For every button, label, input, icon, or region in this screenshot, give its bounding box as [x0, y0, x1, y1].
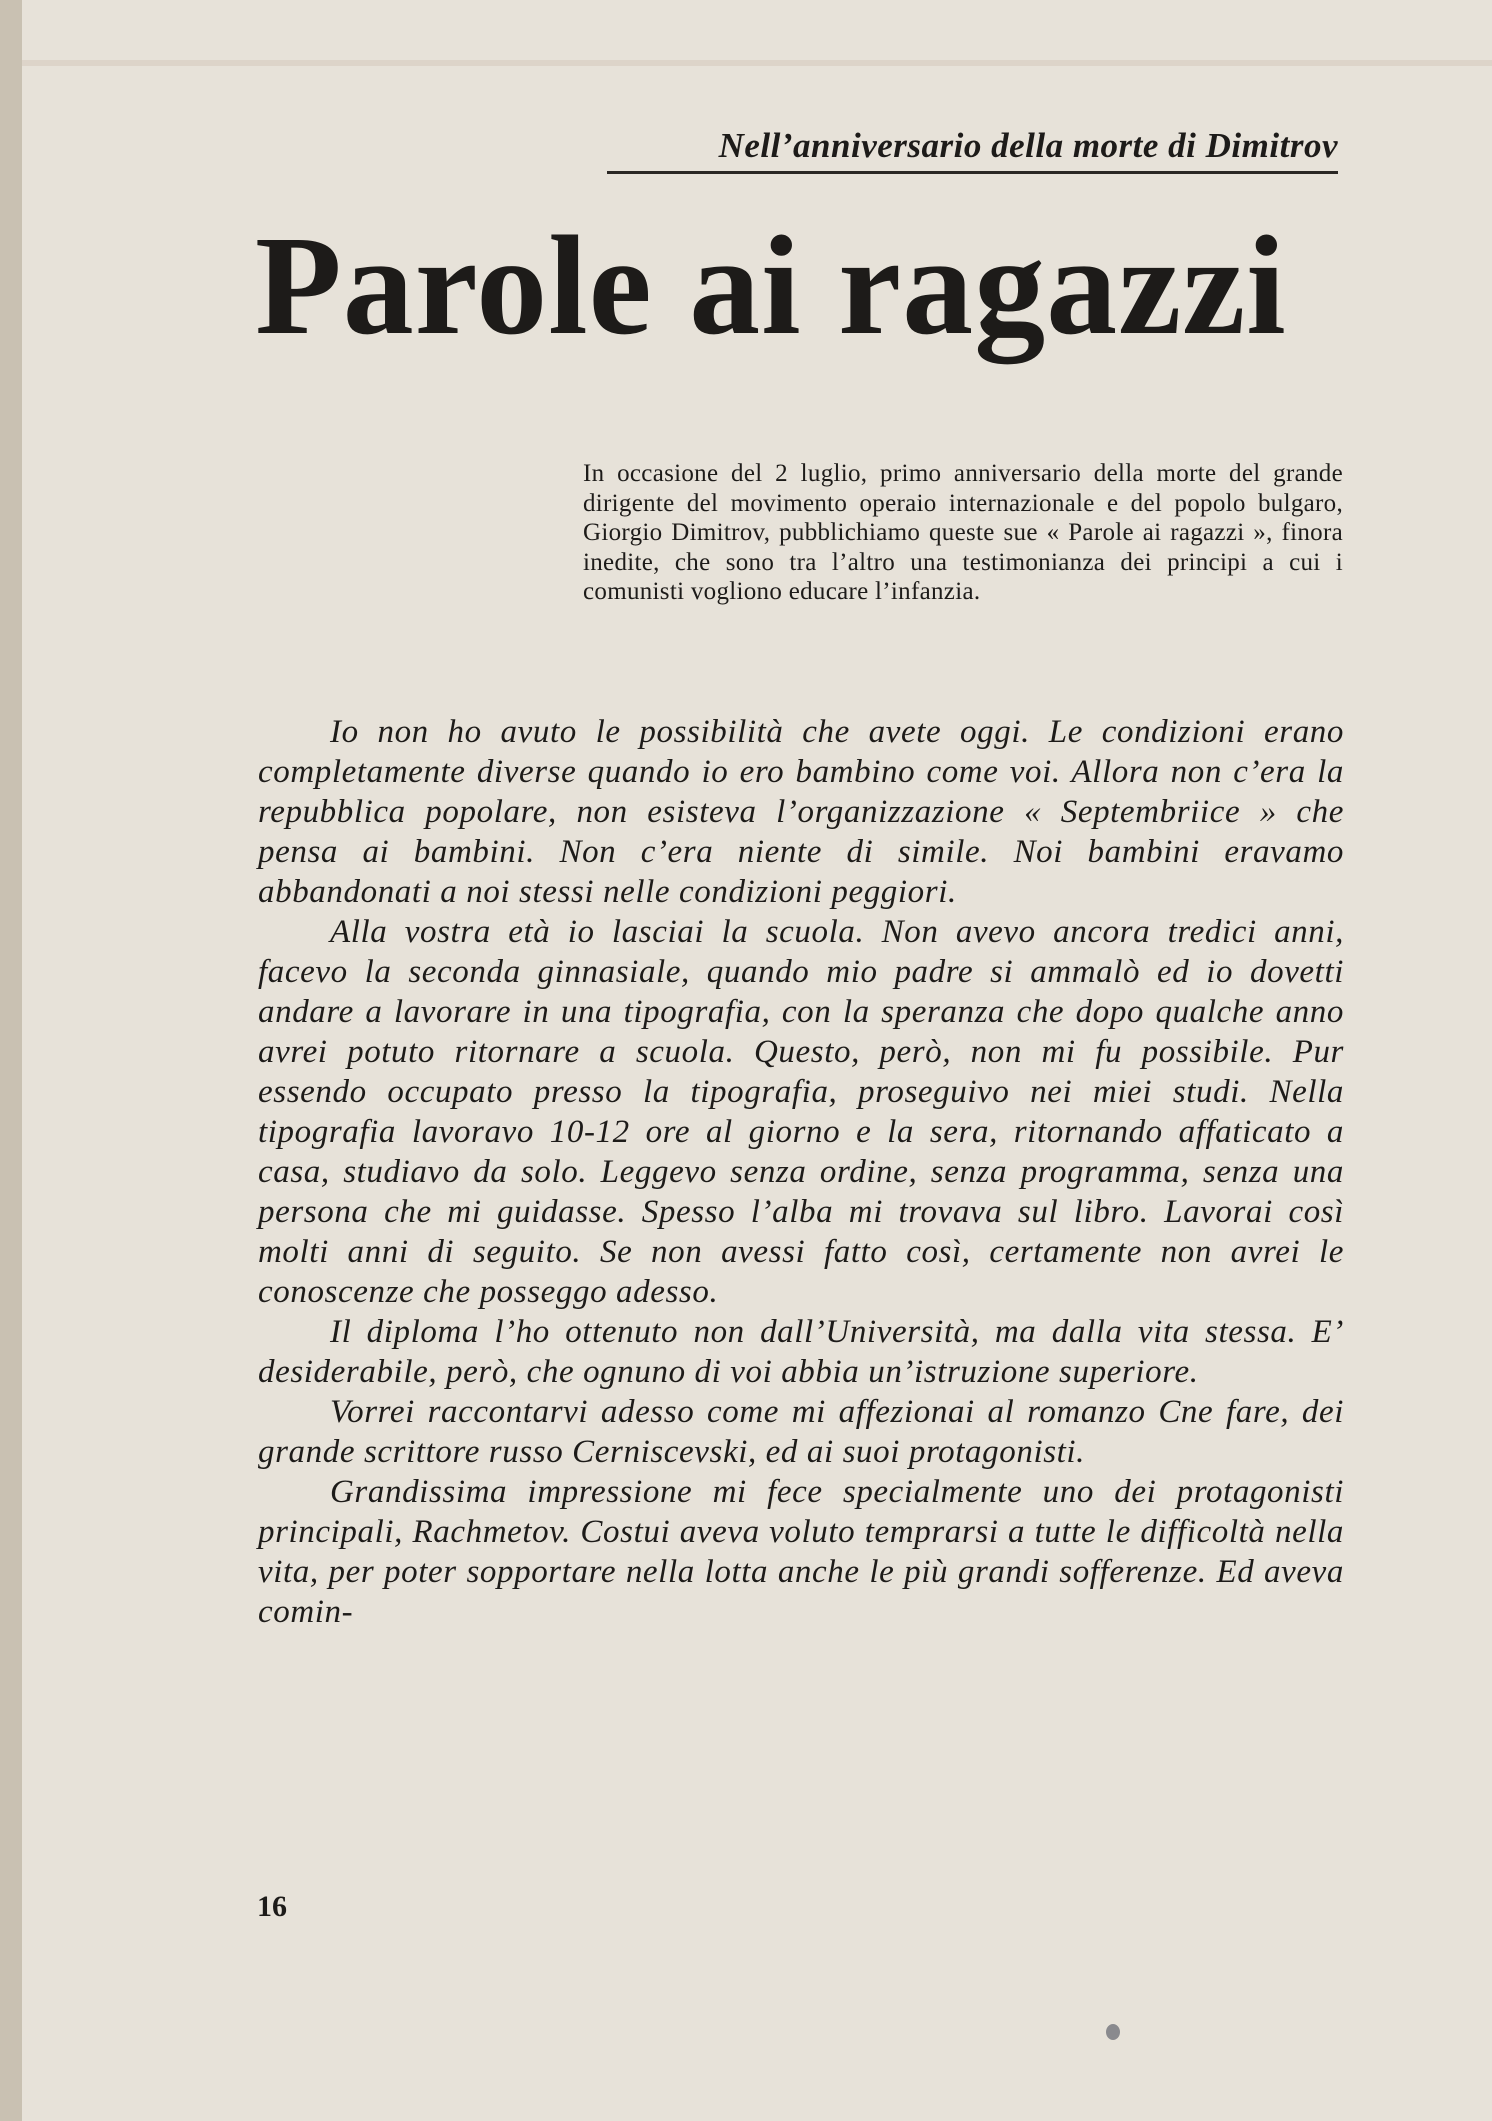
body-paragraph-5: Grandissima impressione mi fece specialmente uno dei protagonisti principali, Rachmetov. Costui aveva voluto temprarsi a tutte le difficoltà nella vita, per poter sopportare nella lotta anche le più grandi sofferenze. Ed aveva comin- [258, 1474, 1344, 1630]
body-paragraph-2: Alla vostra età io lasciai la scuola. Non avevo ancora tredici anni, facevo la seconda ginnasiale, quando mio padre si ammalò ed io dovetti andare a lavorare in una tipografia, con la speranza che dopo qualche anno avrei potuto ritornare a scuola. Questo, però, non mi fu possibile. Pur essendo occupato presso la tipografia, proseguivo nei miei studi. Nella tipografia lavoravo 10-12 ore al giorno e la sera, ritornando affaticato a casa, studiavo da solo. Leggevo senza ordine, senza programma, senza una persona che mi guidasse. Spesso l’alba mi trovava sul libro. Lavorai così molti anni di seguito. Se non avessi fatto così, certamente non avrei le conoscenze che posseggo adesso. [258, 914, 1344, 1310]
ink-speck [1106, 2024, 1120, 2040]
body-paragraph-4: Vorrei raccontarvi adesso come mi affezionai al romanzo Cne fare, dei grande scrittore russo Cerniscevski, ed ai suoi protagonisti. [258, 1394, 1344, 1470]
body-paragraph-3: Il diploma l’ho ottenuto non dall’Università, ma dalla vita stessa. E’ desiderabile, però, che ognuno di voi abbia un’istruzione superiore. [258, 1314, 1344, 1390]
paper-stain [22, 60, 1492, 66]
section-rubric: Nell’anniversario della morte di Dimitrov [718, 126, 1338, 165]
page-number: 16 [257, 1890, 287, 1923]
article-headline: Parole ai ragazzi [255, 206, 1287, 364]
body-paragraph-1: Io non ho avuto le possibilità che avete oggi. Le condizioni erano completamente diverse quando io ero bambino come voi. Allora non c’era la repubblica popolare, non esisteva l’organizzazione « Septembriice » che pensa ai bambini. Non c’era niente di simile. Noi bambini eravamo abbandonati a noi stessi nelle condizioni peggiori. [258, 714, 1344, 910]
article-body [258, 712, 1344, 1632]
intro-paragraph: In occasione del 2 luglio, primo anniversario della morte del grande dirigente del movimento operaio internazionale e del popolo bulgaro, Giorgio Dimitrov, pubblichiamo queste sue « Parole ai ragazzi », finora inedite, che sono tra l’altro una testimonianza dei principi a cui i comunisti vogliono educare l’infanzia. [583, 460, 1343, 605]
binding-edge [0, 0, 22, 2121]
rubric-rule [607, 171, 1338, 174]
